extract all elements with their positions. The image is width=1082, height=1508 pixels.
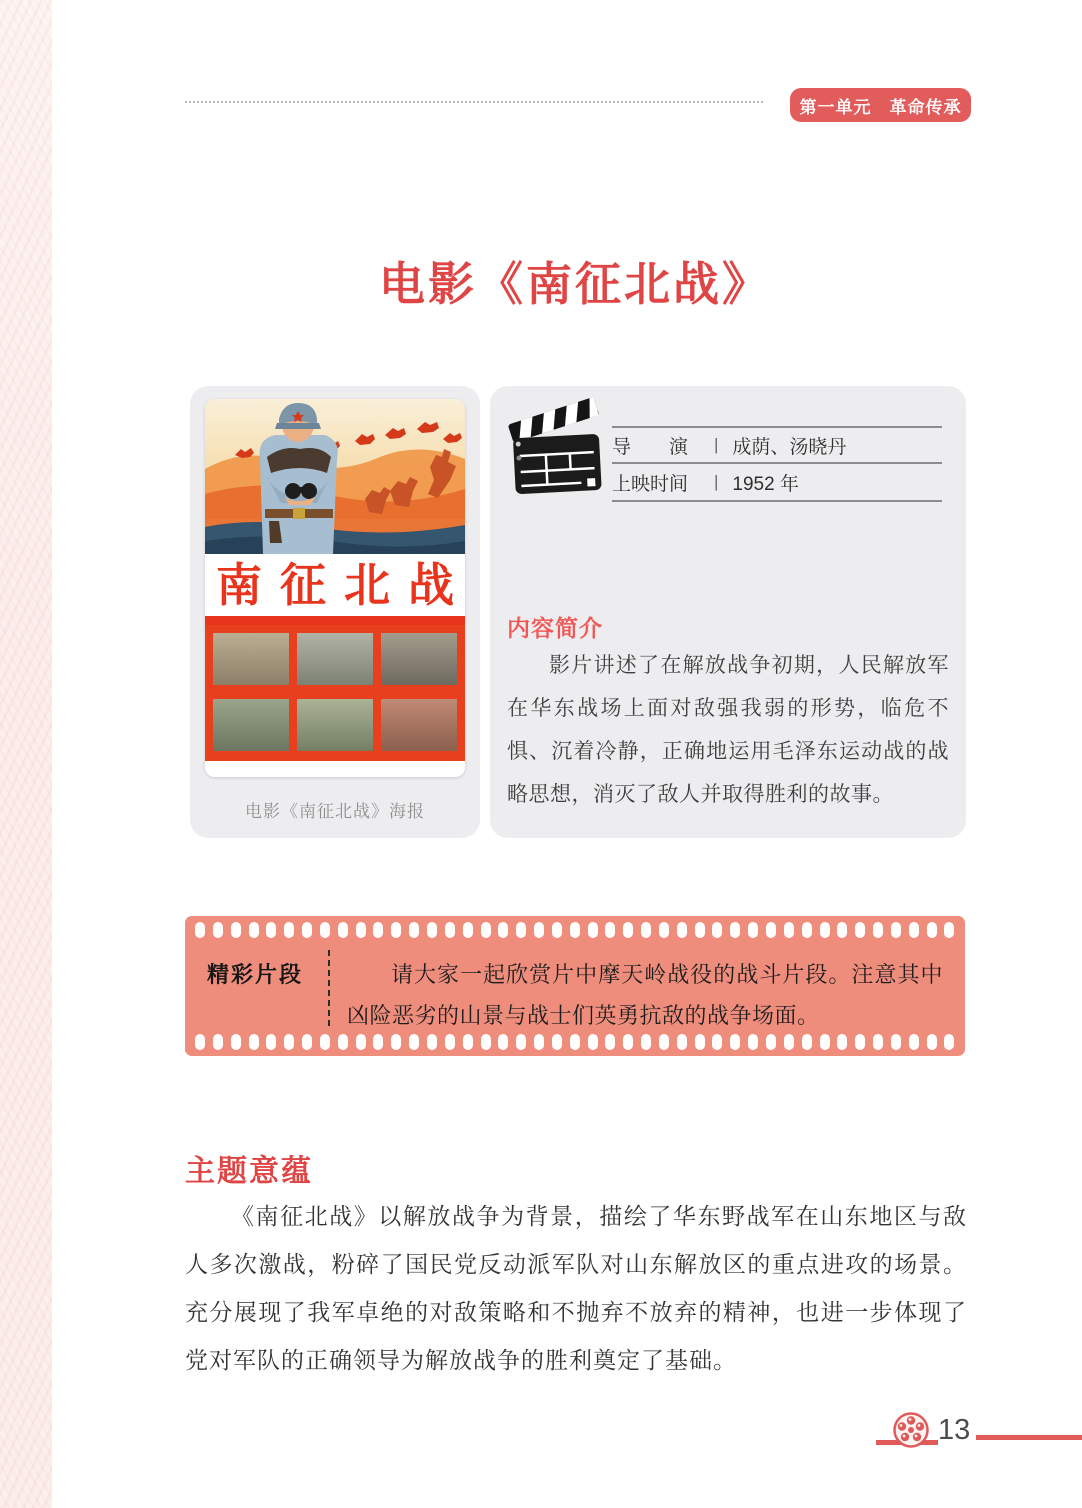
poster-card — [190, 386, 480, 838]
theme-heading: 主题意蕴 — [185, 1155, 313, 1188]
synopsis-heading: 内容简介 — [507, 615, 603, 641]
director-value: 成荫、汤晓丹 — [732, 436, 847, 458]
theme-body: 《南征北战》以解放战争为背景，描绘了华东野战军在山东地区与敌人多次激战，粉碎了国民党反动派军队对山东解放区的重点进攻的场景。充分展现了我军卓绝的对敌策略和不抛弃不放弃的精神，也进一步体现了党对军队的正确领导为解放战争的胜利奠定了基础。 — [185, 1203, 967, 1373]
info-row-director — [612, 426, 942, 464]
movie-poster-image — [205, 399, 465, 777]
director-label: 导 演 — [612, 436, 689, 458]
synopsis-body: 影片讲述了在解放战争初期，人民解放军在华东战场上面对敌强我弱的形势，临危不惧、沉着冷静，正确地运用毛泽东运动战的战略思想，消灭了敌人并取得胜利的故事。 — [507, 653, 949, 806]
film-reel-icon — [891, 1410, 931, 1450]
filmstrip-perforations-bottom — [195, 1034, 955, 1050]
highlight-label: 精彩片段 — [207, 962, 304, 987]
unit-badge: 第一单元 革命传承 — [790, 88, 971, 122]
page-title: 电影《南征北战》 — [379, 259, 771, 310]
info-row-release — [612, 464, 942, 502]
director-separator: | — [714, 435, 719, 454]
poster-title-text: 南征北战 — [216, 560, 454, 611]
film-info-table — [612, 426, 942, 502]
release-label: 上映时间 — [612, 473, 689, 495]
release-separator: | — [714, 472, 719, 491]
highlight-strip — [185, 916, 965, 1056]
highlight-body: 请大家一起欣赏片中摩天岭战役的战斗片段。注意其中凶险恶劣的山景与战士们英勇抗敌的战争场面。 — [347, 962, 943, 1028]
poster-illustration — [205, 399, 465, 777]
left-edge-texture — [0, 0, 52, 1508]
release-value: 1952 年 — [732, 473, 799, 495]
highlight-dashed-divider — [328, 950, 330, 1026]
poster-caption: 电影《南征北战》海报 — [245, 802, 425, 821]
footer-rule-long — [976, 1435, 1082, 1440]
header-dotted-rule — [185, 101, 763, 103]
film-info-card — [490, 386, 966, 838]
page-number: 13 — [938, 1414, 971, 1446]
filmstrip-perforations-top — [195, 922, 955, 938]
clapperboard-icon — [506, 398, 610, 502]
